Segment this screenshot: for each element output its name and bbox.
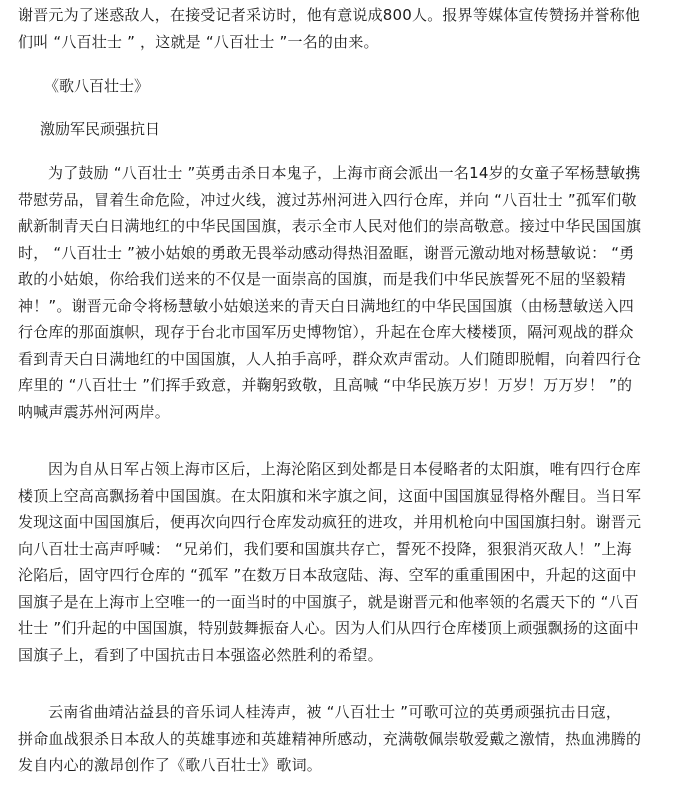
text-line: 神！”。谢晋元命令将杨慧敏小姑娘送来的青天白日满地红的中华民国国旗（由杨慧敏送入四	[18, 296, 634, 315]
song-title: 《歌八百壮士》	[44, 77, 150, 95]
intro-paragraph	[18, 2, 670, 55]
text-line: 发自内心的激昂创作了《歌八百壮士》歌词。	[18, 756, 323, 774]
text-line: 国旗子上，看到了中国抗击日本强盗必然胜利的希望。	[18, 645, 383, 664]
text-line: 云南省曲靖沾益县的音乐词人桂涛声，被 “八百壮士 ”可歌可泣的英勇顽强抗击日寇，	[48, 703, 622, 721]
text-line: 呐喊声震苏州河两岸。	[18, 402, 171, 421]
text-line: 为了鼓励 “八百壮士 ”英勇击杀日本鬼子，上海市商会派出一名14岁的女童子军杨慧敏携	[48, 164, 641, 182]
text-line: 献新制青天白日满地红的中华民国国旗，表示全市人民对他们的崇高敬意。接过中华民国国旗	[18, 217, 642, 235]
lyricist-paragraph	[18, 699, 670, 779]
text-line: 时， “八百壮士 ”被小姑娘的勇敢无畏举动感动得热泪盈眶，谢晋元激动地对杨慧敏说： “勇	[18, 243, 635, 262]
text-line: 行仓库的那面旗帜，现存于台北市国军历史博物馆），升起在仓库大楼楼顶，隔河观战的群众	[18, 323, 634, 341]
text-line: 看到青天白日满地红的中国国旗，人人拍手高呼，群众欢声雷动。人们随即脱帽，向着四行仓	[18, 349, 642, 368]
text-line: 楼顶上空高高飘扬着中国国旗。在太阳旗和米字旗之间，这面中国国旗显得格外醒目。当日军	[18, 486, 642, 505]
flag-presentation-paragraph	[18, 160, 670, 425]
text-line: 敢的小姑娘，你给我们送来的不仅是一面崇高的国旗，而是我们中华民族誓死不屈的坚毅精	[18, 270, 627, 288]
text-line: 们叫 “八百壮士 ” ，这就是 “八百壮士 ”一名的由来。	[18, 32, 379, 51]
text-line: 拼命血战狠杀日本敌人的英雄事迹和英雄精神所感动，充满敬佩崇敬爱戴之激情，热血沸腾的	[18, 729, 642, 748]
text-line: 谢晋元为了迷惑敌人，在接受记者采访时，他有意说成800人。报界等媒体宣传赞扬并誉称他	[18, 6, 641, 24]
text-line: 发现这面中国国旗后，便再次向四行仓库发动疯狂的进攻，并用机枪向中国国旗扫射。谢晋元	[18, 513, 642, 531]
text-line: 壮士 ”们升起的中国国旗，特别鼓舞振奋人心。因为人们从四行仓库楼顶上顽强飘扬的这面中	[18, 619, 639, 637]
text-line: 因为自从日军占领上海市区后，上海沦陷区到处都是日本侵略者的太阳旗，唯有四行仓库	[48, 460, 641, 478]
text-line: 库里的 “八百壮士 ”们挥手致意，并鞠躬致敬，且高喊 “中华民族万岁！万岁！万万岁！ ”的	[18, 376, 633, 394]
text-line: 带慰劳品，冒着生命危险，冲过火线，渡过苏州河进入四行仓库，并向 “八百壮士 ”孤军们敬	[18, 190, 637, 209]
text-line: 国旗子是在上海市上空唯一的一面当时的中国旗子，就是谢晋元和他率领的名震天下的 “八百	[18, 592, 639, 611]
text-line: 向八百壮士高声呼喊： “兄弟们，我们要和国旗共存亡，誓死不投降，狠狠消灭敌人！”上海	[18, 539, 632, 558]
flag-significance-paragraph	[18, 456, 670, 668]
text-line: 沦陷后，固守四行仓库的 “孤军 ”在数万日本敌寇陆、海、空军的重重围困中，升起的这面中	[18, 566, 637, 584]
section-heading: 激励军民顽强抗日	[40, 120, 161, 138]
